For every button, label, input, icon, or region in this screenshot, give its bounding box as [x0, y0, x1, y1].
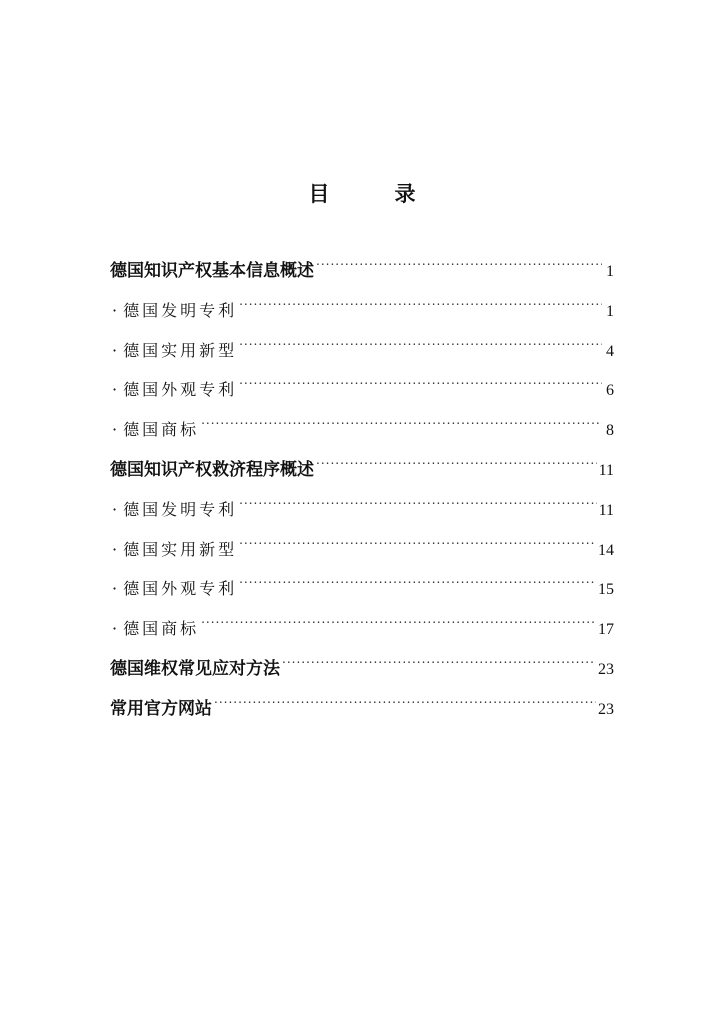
dot-leader	[239, 495, 596, 515]
bullet-dot: ·	[112, 300, 118, 320]
dot-leader	[201, 614, 596, 634]
toc-entry-subsection[interactable]	[110, 415, 614, 455]
toc-entry-label: 德国实用新型	[123, 539, 238, 559]
toc-entry-label: 德国知识产权基本信息概述	[110, 261, 314, 281]
bullet-dot: ·	[112, 340, 118, 360]
toc-entry-section[interactable]	[110, 455, 614, 495]
toc-entry-label: 德国实用新型	[123, 340, 238, 360]
toc-entry-page-number: 23	[598, 660, 614, 678]
toc-entry-page-number: 23	[598, 700, 614, 718]
dot-leader	[316, 256, 602, 276]
bullet-dot: ·	[112, 420, 118, 440]
toc-entry-section[interactable]	[110, 654, 614, 694]
toc-entry-section[interactable]	[110, 256, 614, 296]
bullet-dot: ·	[112, 539, 118, 559]
toc-entry-page-number: 11	[598, 461, 614, 479]
toc-entry-page-number: 11	[598, 501, 614, 519]
toc-entry-section[interactable]	[110, 694, 614, 734]
toc-entry-label: 德国商标	[123, 420, 200, 440]
bullet-dot: ·	[112, 499, 118, 519]
toc-entry-page-number: 6	[606, 382, 614, 400]
toc-entry-label: 德国发明专利	[123, 499, 238, 519]
dot-leader	[201, 415, 602, 435]
toc-entry-label: 德国知识产权救济程序概述	[110, 459, 314, 480]
toc-entry-subsection[interactable]	[110, 336, 614, 376]
dot-leader	[239, 574, 596, 594]
toc-entry-page-number: 4	[606, 342, 614, 360]
toc-entry-subsection[interactable]	[110, 535, 614, 575]
toc-entry-page-number: 1	[606, 263, 614, 280]
toc-entry-label: 常用官方网站	[110, 698, 212, 719]
toc-entry-subsection[interactable]	[110, 574, 614, 614]
toc-entry-subsection[interactable]	[110, 614, 614, 654]
bullet-dot: ·	[112, 619, 118, 639]
dot-leader	[282, 654, 596, 674]
toc-entry-label: 德国发明专利	[123, 300, 238, 320]
toc-entry-page-number: 17	[598, 621, 614, 639]
dot-leader	[239, 375, 602, 395]
dot-leader	[239, 296, 602, 316]
dot-leader	[239, 535, 596, 555]
table-of-contents	[110, 256, 614, 734]
bullet-dot: ·	[112, 380, 118, 400]
dot-leader	[214, 694, 596, 714]
toc-entry-subsection[interactable]	[110, 296, 614, 336]
toc-entry-subsection[interactable]	[110, 495, 614, 535]
toc-entry-page-number: 14	[598, 541, 614, 559]
toc-entry-label: 德国外观专利	[123, 380, 238, 400]
toc-entry-label: 德国维权常见应对方法	[110, 658, 280, 679]
toc-entry-label: 德国商标	[123, 619, 200, 639]
toc-entry-subsection[interactable]	[110, 375, 614, 415]
toc-entry-page-number: 15	[598, 581, 614, 599]
toc-entry-page-number: 1	[606, 302, 614, 320]
dot-leader	[239, 336, 602, 356]
toc-entry-label: 德国外观专利	[123, 579, 238, 599]
toc-entry-page-number: 8	[606, 422, 614, 440]
dot-leader	[316, 455, 597, 475]
bullet-dot: ·	[112, 579, 118, 599]
toc-title: 目 录	[308, 181, 438, 206]
